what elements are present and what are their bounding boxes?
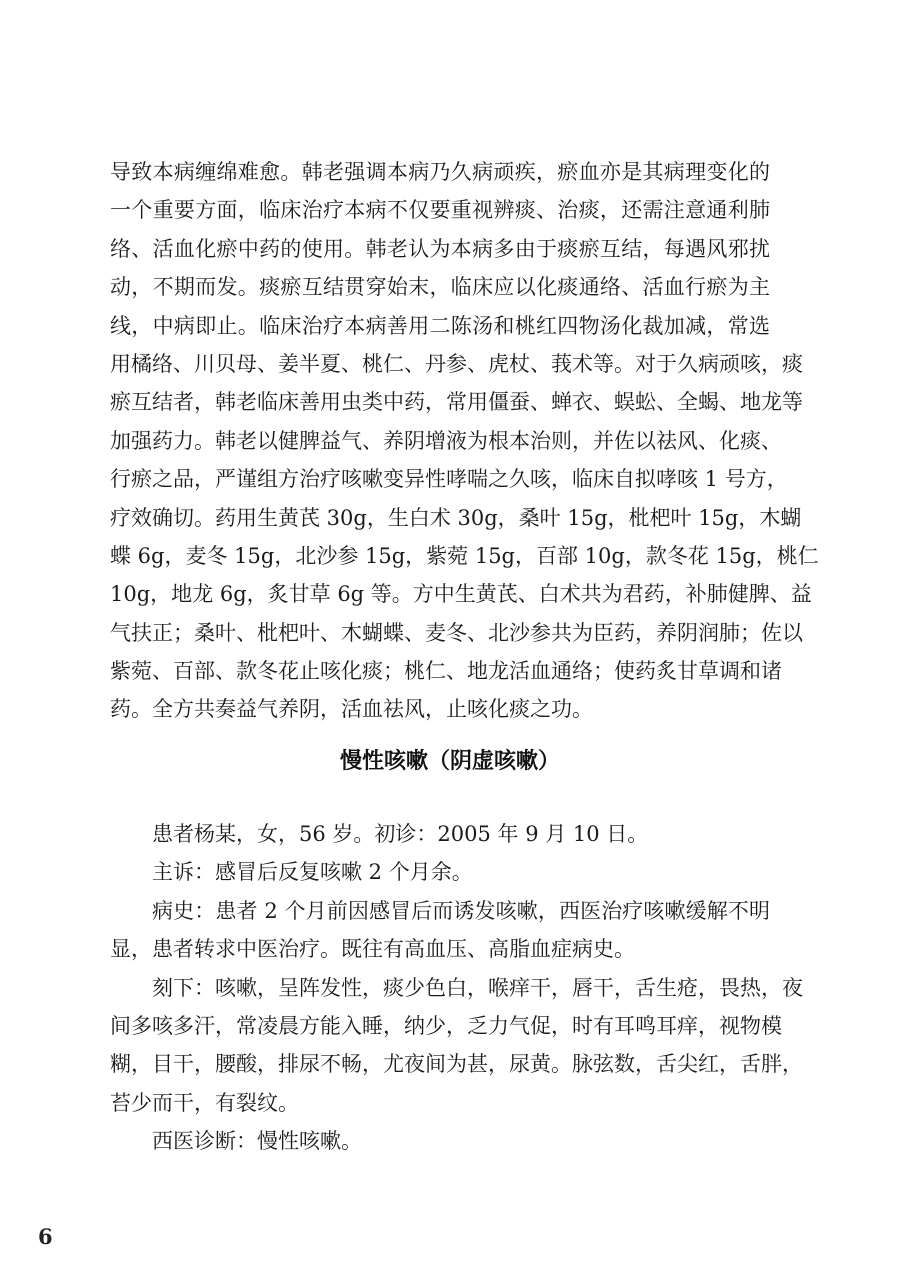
text-line: 一个重要方面，临床治疗本病不仅要重视辨痰、治痰，还需注意通利肺 — [110, 198, 770, 223]
symptoms-line: 糊，目干，腰酸，排尿不畅，尤夜间为甚，尿黄。脉弦数，舌尖红，舌胖， — [110, 1052, 803, 1077]
text-line: 气扶正；桑叶、枇杷叶、木蝴蝶、麦冬、北沙参共为臣药，养阴润肺；佐以 — [110, 620, 803, 645]
text-line: 蝶 6g，麦冬 15g，北沙参 15g，紫菀 15g，百部 10g，款冬花 15g，桃仁 — [110, 543, 819, 568]
text-line: 瘀互结者，韩老临床善用虫类中药，常用僵蚕、蝉衣、蜈蚣、全蝎、地龙等 — [110, 390, 803, 415]
text-line: 络、活血化瘀中药的使用。韩老认为本病多由于痰瘀互结，每遇风邪扰 — [110, 236, 770, 261]
chief-complaint-line: 主诉：感冒后反复咳嗽 2 个月余。 — [152, 860, 473, 885]
text-line: 紫菀、百部、款冬花止咳化痰；桃仁、地龙活血通络；使药炙甘草调和诸 — [110, 659, 782, 684]
history-line: 显，患者转求中医治疗。既往有高血压、高脂血症病史。 — [110, 937, 635, 962]
text-line: 导致本病缠绵难愈。韩老强调本病乃久病顽疾，瘀血亦是其病理变化的 — [110, 160, 770, 184]
text-line: 动，不期而发。痰瘀互结贯穿始末，临床应以化痰通络、活血行瘀为主 — [110, 275, 770, 300]
text-line: 用橘络、川贝母、姜半夏、桃仁、丹参、虎杖、莪术等。对于久病顽咳，痰 — [110, 351, 803, 376]
patient-info-line: 患者杨某，女，56 岁。初诊：2005 年 9 月 10 日。 — [152, 822, 649, 846]
history-line: 病史：患者 2 个月前因感冒后而诱发咳嗽，西医治疗咳嗽缓解不明 — [152, 898, 770, 923]
intro-paragraph — [110, 153, 819, 729]
text-line: 加强药力。韩老以健脾益气、养阴增液为根本治则，并佐以祛风、化痰、 — [110, 428, 782, 453]
case-record — [110, 815, 803, 1161]
text-line: 药。全方共奏益气养阴，活血祛风，止咳化痰之功。 — [110, 697, 593, 722]
symptoms-line: 刻下：咳嗽，呈阵发性，痰少色白，喉痒干，唇干，舌生疮，畏热，夜 — [152, 975, 803, 1000]
section-title: 慢性咳嗽（阴虚咳嗽） — [339, 749, 560, 774]
text-line: 疗效确切。药用生黄芪 30g，生白术 30g，桑叶 15g，枇杷叶 15g，木蝴 — [110, 505, 802, 530]
diagnosis-line: 西医诊断：慢性咳嗽。 — [152, 1129, 362, 1154]
text-line: 行瘀之品，严谨组方治疗咳嗽变异性哮喘之久咳，临床自拟哮咳 1 号方， — [110, 467, 788, 492]
page-number: 6 — [38, 1224, 53, 1249]
text-line: 线，中病即止。临床治疗本病善用二陈汤和桃红四物汤化裁加减，常选 — [110, 313, 770, 338]
text-line: 10g，地龙 6g，炙甘草 6g 等。方中生黄芪、白术共为君药，补肺健脾、益 — [110, 582, 812, 607]
symptoms-line: 间多咳多汗，常凌晨方能入睡，纳少，乏力气促，时有耳鸣耳痒，视物模 — [110, 1013, 782, 1038]
symptoms-line: 苔少而干，有裂纹。 — [110, 1090, 299, 1115]
